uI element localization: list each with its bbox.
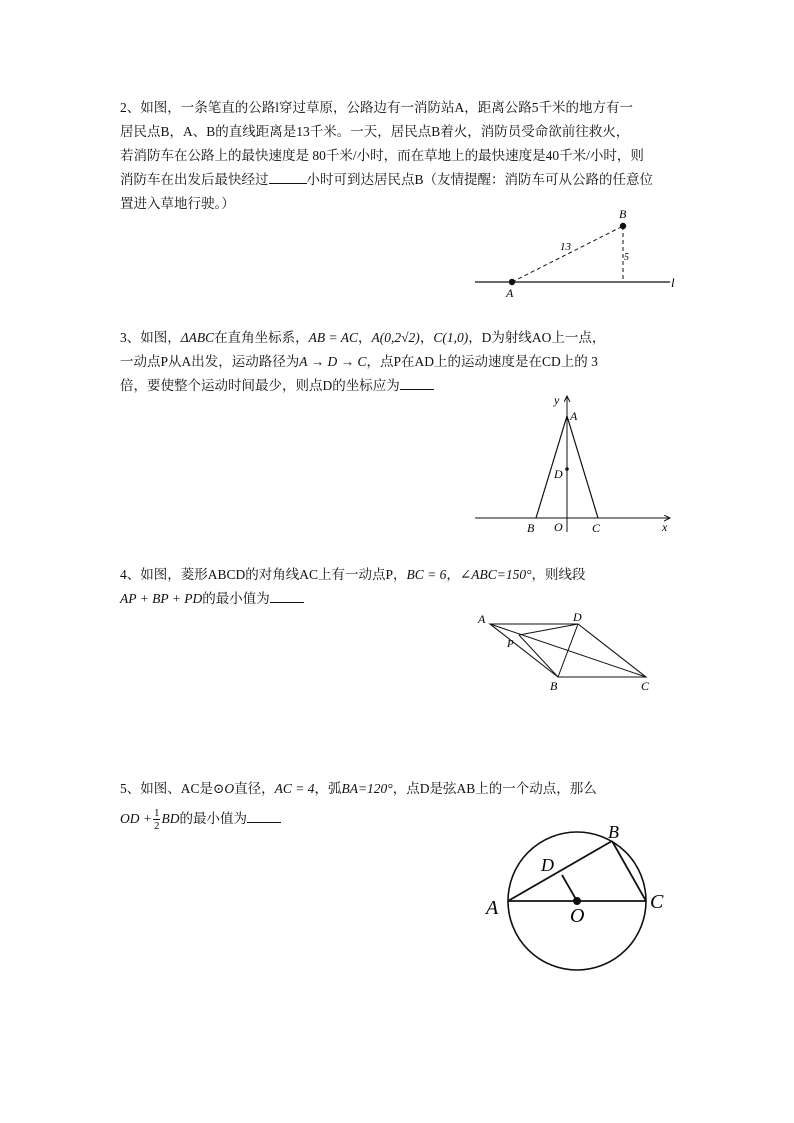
q2-line-4-tail: 小时可到达居民点B（友情提醒：消防车可从公路的任意位: [306, 172, 654, 187]
q3-prefix: 3、如图，: [120, 330, 181, 345]
q2-line-1: 2、如图，一条笔直的公路l穿过草原，公路边有一消防站A，距离公路5千米的地方有一: [120, 100, 633, 115]
q5-circle: ⊙O: [213, 781, 235, 796]
q5-fraction: [153, 807, 161, 832]
q4-bc: BC = 6: [406, 567, 447, 582]
q3-label-D: D: [554, 467, 563, 481]
q2-figure: [470, 205, 685, 300]
q5-line-2-text: 的最小值为: [179, 811, 247, 826]
q3-answer-blank[interactable]: [400, 375, 434, 390]
q4-line-1: [120, 563, 680, 587]
q3-label-A: A: [570, 409, 578, 423]
q5-frac-den: 2: [153, 820, 160, 833]
q5-frac-num: 1: [153, 807, 160, 820]
q2-line-2: 居民点B，A、B的直线距离是13千米。一天，居民点B着火，消防员受命欲前往救火，: [120, 124, 630, 139]
q2-label-l: l: [671, 275, 675, 290]
q3-path: A → D → C: [299, 354, 367, 369]
question-4: [120, 563, 680, 611]
q5-line-1: [120, 777, 680, 801]
q3-label-C: C: [592, 521, 601, 535]
q3-line-2-b: ，点P在AD上的运动速度是在CD上的 3: [366, 354, 598, 369]
q4-label-C: C: [641, 679, 650, 693]
q4-answer-blank[interactable]: [270, 588, 304, 603]
q4-label-P: P: [507, 638, 514, 650]
q4-label-D: D: [573, 610, 582, 624]
q5-label-C: C: [650, 891, 664, 913]
q5-arc: BA=120°: [341, 781, 393, 796]
q4-label-A: A: [478, 612, 486, 626]
q5-answer-blank[interactable]: [247, 808, 281, 823]
q2-label-A: A: [506, 286, 514, 300]
q3-triangle: ΔABC: [180, 330, 215, 345]
q5-label-O: O: [570, 905, 585, 927]
q4-angle: ∠ABC=150°: [459, 567, 532, 582]
q3-line-2-a: 一动点P从A出发，运动路径为: [120, 354, 300, 369]
q3-line-3-text: 倍，要使整个运动时间最少，则点D的坐标应为: [120, 378, 400, 393]
q4-line-1-a: 4、如图，菱形ABCD的对角线AC上有一动点P，: [120, 567, 407, 582]
q5-label-D: D: [541, 855, 554, 875]
q3-line-2: [120, 350, 680, 374]
q2-label-13: 13: [560, 241, 571, 253]
q4-sep: ，: [446, 567, 460, 582]
q5-line-1-a: 5、如图、AC是: [120, 781, 214, 796]
q3-label-B: B: [527, 521, 535, 535]
q3-text-1: 在直角坐标系，: [214, 330, 309, 345]
q5-figure: [480, 818, 680, 978]
q3-label-O: O: [554, 520, 563, 534]
q4-expr: AP + BP + PD: [120, 591, 203, 606]
q3-point-a: A(0,2√2): [371, 330, 420, 345]
q3-figure: [470, 390, 685, 540]
q2-label-B: B: [619, 207, 627, 221]
q2-answer-blank[interactable]: [269, 169, 307, 184]
q2-line-4-head: 消防车在出发后最快经过: [120, 172, 269, 187]
q5-od: OD +: [120, 811, 152, 826]
q4-figure: [470, 605, 670, 695]
q3-text-2: ，D为射线AO上一点，: [468, 330, 606, 345]
q3-equal-sides: AB = AC: [308, 330, 359, 345]
q3-point-c: C(1,0): [433, 330, 469, 345]
q3-label-y: y: [554, 393, 560, 407]
q3-sep-2: ，: [419, 330, 434, 345]
q2-line-3: 若消防车在公路上的最快速度是 80千米/小时，而在草地上的最快速度是40千米/小时，则: [120, 148, 644, 163]
q3-sep-1: ，: [358, 330, 372, 345]
q5-ac: AC = 4: [274, 781, 315, 796]
q5-label-B: B: [608, 822, 619, 842]
question-3: [120, 326, 680, 398]
q5-bd: BD: [161, 811, 180, 826]
q5-line-1-c: ，弧: [314, 781, 342, 796]
q4-label-B: B: [550, 679, 558, 693]
q5-line-1-d: ，点D是弦AB上的一个动点，那么: [392, 781, 597, 796]
q5-label-A: A: [486, 897, 499, 919]
q5-line-1-b: 直径，: [234, 781, 275, 796]
q3-line-1: [120, 326, 680, 350]
q2-label-5: 5: [624, 252, 629, 263]
q4-line-2-text: 的最小值为: [202, 591, 270, 606]
q2-line-4: [120, 168, 680, 192]
q2-line-5: 置进入草地行驶。）: [120, 196, 235, 211]
q4-line-1-b: ，则线段: [531, 567, 586, 582]
question-2: [120, 96, 680, 216]
q3-label-x: x: [662, 520, 668, 534]
